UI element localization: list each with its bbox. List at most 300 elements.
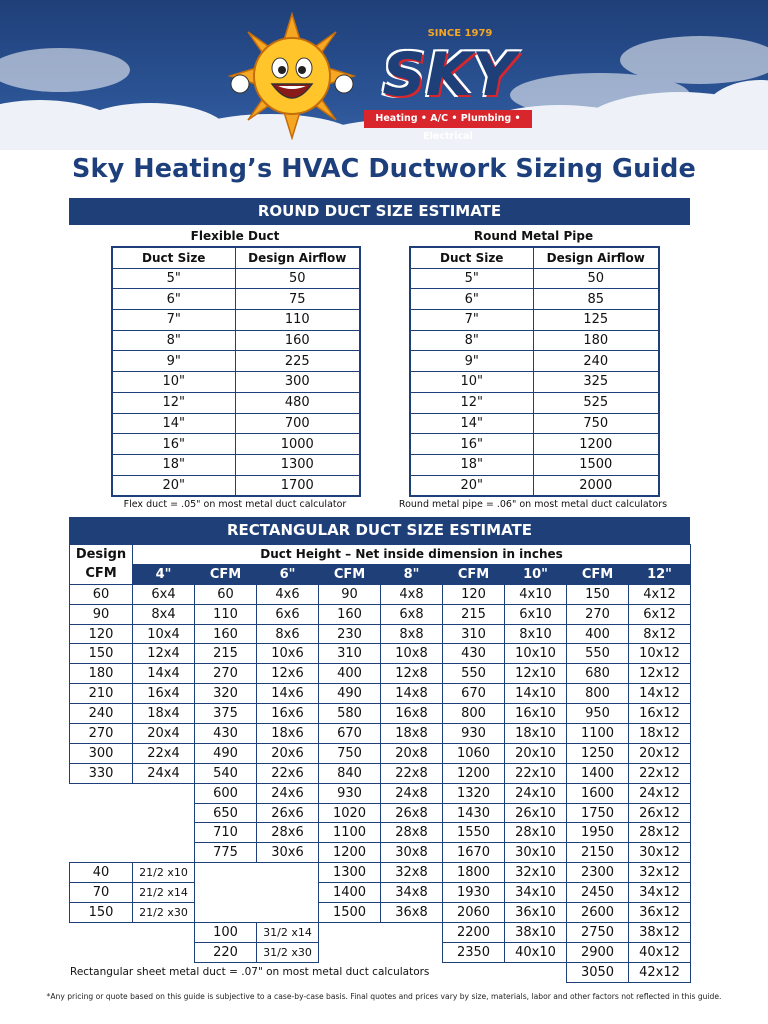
duct-size-cell: 40x12 [629, 942, 691, 962]
cfm-cell: 40 [70, 863, 133, 883]
duct-size-cell: 32x12 [629, 863, 691, 883]
empty-cell [319, 922, 381, 942]
cfm-cell: 180 [70, 664, 133, 684]
flex-duct-row [112, 372, 360, 393]
empty-cell [381, 922, 443, 942]
empty-cell [195, 863, 257, 883]
metal-pipe-row [410, 372, 659, 393]
duct-size-cell: 14x4 [133, 664, 195, 684]
duct-size-cell: 10x4 [133, 624, 195, 644]
table-row [70, 823, 691, 843]
cfm-cell: 1250 [567, 743, 629, 763]
duct-size-cell: 12x12 [629, 664, 691, 684]
cfm-cell: 670 [443, 684, 505, 704]
cfm-cell: 1750 [567, 803, 629, 823]
airflow-cell: 1000 [235, 434, 360, 455]
cfm-cell: 150 [70, 903, 133, 923]
airflow-cell: 700 [235, 413, 360, 434]
duct-size-cell: 26x12 [629, 803, 691, 823]
cfm-cell: 375 [195, 704, 257, 724]
metal-pipe-row [410, 475, 659, 496]
airflow-cell: 50 [235, 268, 360, 289]
metal-pipe-subtitle: Round Metal Pipe [473, 229, 594, 243]
duct-size-cell: 20x4 [133, 724, 195, 744]
table-row [70, 903, 691, 923]
empty-cell [443, 962, 505, 982]
duct-size-cell: 10" [410, 372, 533, 393]
duct-size-cell: 14x12 [629, 684, 691, 704]
cfm-cell: 650 [195, 803, 257, 823]
table-row [70, 584, 691, 604]
airflow-cell: 50 [533, 268, 659, 289]
cfm-cell: 90 [319, 584, 381, 604]
cfm-cell: 215 [195, 644, 257, 664]
duct-size-cell: 6x8 [381, 604, 443, 624]
page-title: Sky Heating’s HVAC Ductwork Sizing Guide [72, 154, 696, 184]
brand-logo: SKY [382, 40, 516, 110]
duct-size-cell: 12x6 [257, 664, 319, 684]
cfm-cell: 2350 [443, 942, 505, 962]
duct-size-cell: 6" [410, 289, 533, 310]
duct-size-cell: 30x8 [381, 843, 443, 863]
cfm-cell: 2150 [567, 843, 629, 863]
empty-cell [257, 863, 319, 883]
empty-cell [70, 823, 133, 843]
flex-duct-row [112, 330, 360, 351]
duct-size-cell: 16x10 [505, 704, 567, 724]
cfm-cell: 775 [195, 843, 257, 863]
cfm-cell: 160 [319, 604, 381, 624]
duct-size-cell: 18x8 [381, 724, 443, 744]
metal-pipe-row [410, 413, 659, 434]
duct-size-cell: 16x4 [133, 684, 195, 704]
cfm-cell: 1100 [567, 724, 629, 744]
duct-size-cell: 8x6 [257, 624, 319, 644]
cfm-cell: 490 [319, 684, 381, 704]
cfm-cell: 400 [567, 624, 629, 644]
cfm-cell: 2300 [567, 863, 629, 883]
cfm-cell: 2900 [567, 942, 629, 962]
table-row [70, 644, 691, 664]
duct-size-cell: 16" [112, 434, 235, 455]
cfm-cell: 90 [70, 604, 133, 624]
cfm-cell: 1200 [319, 843, 381, 863]
rect-duct-heading: RECTANGULAR DUCT SIZE ESTIMATE [69, 517, 690, 544]
duct-size-cell: 6" [112, 289, 235, 310]
duct-size-cell: 30x6 [257, 843, 319, 863]
duct-size-cell: 12" [112, 392, 235, 413]
metal-pipe-note: Round metal pipe = .06" on most metal duct calculators [398, 499, 668, 510]
airflow-cell: 525 [533, 392, 659, 413]
duct-size-cell: 4x6 [257, 584, 319, 604]
cfm-cell: 150 [70, 644, 133, 664]
flex-duct-subtitle: Flexible Duct [190, 229, 280, 243]
duct-size-cell: 24x4 [133, 763, 195, 783]
table-row [70, 664, 691, 684]
duct-size-cell: 32x10 [505, 863, 567, 883]
cfm-cell: 490 [195, 743, 257, 763]
duct-size-cell: 24x12 [629, 783, 691, 803]
duct-size-cell: 22x4 [133, 743, 195, 763]
cfm-cell: 1600 [567, 783, 629, 803]
empty-cell [70, 843, 133, 863]
duct-size-cell: 26x10 [505, 803, 567, 823]
empty-cell [70, 922, 133, 942]
cfm-cell: 930 [319, 783, 381, 803]
cfm-cell: 670 [319, 724, 381, 744]
empty-cell [133, 803, 195, 823]
empty-cell [133, 922, 195, 942]
cfm-cell: 60 [195, 584, 257, 604]
duct-size-cell: 16x8 [381, 704, 443, 724]
col-header-duct-size: Duct Size [112, 247, 235, 268]
rect-col-header: 6" [257, 564, 319, 584]
table-row [70, 743, 691, 763]
cfm-cell: 1930 [443, 883, 505, 903]
table-row [70, 863, 691, 883]
duct-size-cell: 34x12 [629, 883, 691, 903]
duct-size-cell: 36x10 [505, 903, 567, 923]
empty-cell [133, 942, 195, 962]
duct-size-cell: 24x6 [257, 783, 319, 803]
duct-size-cell: 30x12 [629, 843, 691, 863]
duct-size-cell: 20x12 [629, 743, 691, 763]
duct-size-cell: 16x6 [257, 704, 319, 724]
cfm-cell: 215 [443, 604, 505, 624]
rect-col-header: CFM [195, 564, 257, 584]
duct-size-cell: 8x10 [505, 624, 567, 644]
cfm-cell: 2600 [567, 903, 629, 923]
cfm-cell: 330 [70, 763, 133, 783]
duct-height-label: Duct Height – Net inside dimension in inches [133, 545, 691, 565]
cfm-cell: 2750 [567, 922, 629, 942]
brand-tagline: Heating • A/C • Plumbing • Electrical [364, 110, 532, 128]
duct-size-cell: 14" [112, 413, 235, 434]
flex-duct-row [112, 475, 360, 496]
cfm-cell: 430 [195, 724, 257, 744]
cfm-cell: 70 [70, 883, 133, 903]
duct-size-cell: 10" [112, 372, 235, 393]
flex-duct-row [112, 454, 360, 475]
table-row [70, 803, 691, 823]
rect-col-header: CFM [319, 564, 381, 584]
empty-cell [70, 942, 133, 962]
airflow-cell: 1300 [235, 454, 360, 475]
duct-size-cell: 26x8 [381, 803, 443, 823]
cfm-cell: 310 [319, 644, 381, 664]
duct-size-cell: 36x8 [381, 903, 443, 923]
flex-duct-row [112, 268, 360, 289]
duct-size-cell: 28x8 [381, 823, 443, 843]
duct-size-cell: 14x8 [381, 684, 443, 704]
duct-size-cell: 20" [410, 475, 533, 496]
duct-size-cell: 12x4 [133, 644, 195, 664]
metal-pipe-row [410, 434, 659, 455]
rect-col-header: CFM [443, 564, 505, 584]
rect-col-header: 8" [381, 564, 443, 584]
rect-col-header: 12" [629, 564, 691, 584]
empty-cell [195, 883, 257, 903]
flex-duct-note: Flex duct = .05" on most metal duct calculator [123, 499, 347, 510]
duct-size-cell: 5" [112, 268, 235, 289]
rect-col-header: CFM [567, 564, 629, 584]
cfm-cell: 210 [70, 684, 133, 704]
cfm-cell: 540 [195, 763, 257, 783]
cfm-cell: 550 [567, 644, 629, 664]
metal-pipe-row [410, 392, 659, 413]
duct-size-cell: 14x10 [505, 684, 567, 704]
table-row [70, 604, 691, 624]
flex-duct-row [112, 351, 360, 372]
duct-size-cell: 30x10 [505, 843, 567, 863]
cfm-cell: 270 [195, 664, 257, 684]
duct-size-cell: 4x8 [381, 584, 443, 604]
duct-size-cell: 18" [112, 454, 235, 475]
col-header-design-airflow: Design Airflow [235, 247, 360, 268]
flex-duct-table [111, 246, 361, 497]
duct-size-cell: 7" [410, 310, 533, 331]
cfm-cell: 270 [567, 604, 629, 624]
airflow-cell: 110 [235, 310, 360, 331]
airflow-cell: 75 [235, 289, 360, 310]
duct-size-cell: 24x8 [381, 783, 443, 803]
cfm-cell: 1400 [319, 883, 381, 903]
duct-size-cell: 18x10 [505, 724, 567, 744]
empty-cell [381, 942, 443, 962]
duct-size-cell: 4x10 [505, 584, 567, 604]
table-row [70, 942, 691, 962]
duct-size-cell: 8" [410, 330, 533, 351]
duct-size-cell: 6x10 [505, 604, 567, 624]
table-row [70, 783, 691, 803]
metal-pipe-row [410, 268, 659, 289]
empty-cell [505, 962, 567, 982]
empty-cell [70, 803, 133, 823]
metal-pipe-row [410, 454, 659, 475]
flex-duct-row [112, 392, 360, 413]
duct-size-cell: 20x8 [381, 743, 443, 763]
airflow-cell: 1700 [235, 475, 360, 496]
cfm-cell: 1500 [319, 903, 381, 923]
duct-size-cell: 18x6 [257, 724, 319, 744]
duct-size-cell: 14x6 [257, 684, 319, 704]
duct-size-cell: 8x4 [133, 604, 195, 624]
duct-size-cell: 38x10 [505, 922, 567, 942]
duct-size-cell: 38x12 [629, 922, 691, 942]
duct-size-cell: 42x12 [629, 962, 691, 982]
duct-size-cell: 10x12 [629, 644, 691, 664]
cfm-cell: 750 [319, 743, 381, 763]
duct-size-cell: 9" [112, 351, 235, 372]
duct-size-cell: 20x10 [505, 743, 567, 763]
duct-size-cell: 18x4 [133, 704, 195, 724]
cfm-cell: 930 [443, 724, 505, 744]
duct-size-cell: 18" [410, 454, 533, 475]
cfm-cell: 1320 [443, 783, 505, 803]
table-row [70, 922, 691, 942]
airflow-cell: 2000 [533, 475, 659, 496]
duct-size-cell: 10x10 [505, 644, 567, 664]
duct-size-cell: 34x10 [505, 883, 567, 903]
duct-size-cell: 5" [410, 268, 533, 289]
cfm-cell: 1100 [319, 823, 381, 843]
duct-size-cell: 28x12 [629, 823, 691, 843]
duct-size-cell: 12x8 [381, 664, 443, 684]
cfm-cell: 1020 [319, 803, 381, 823]
duct-size-cell: 9" [410, 351, 533, 372]
empty-cell [195, 903, 257, 923]
duct-size-cell: 36x12 [629, 903, 691, 923]
duct-size-cell: 22x6 [257, 763, 319, 783]
table-row [70, 883, 691, 903]
duct-size-cell: 6x12 [629, 604, 691, 624]
duct-size-cell: 22x8 [381, 763, 443, 783]
rect-note: Rectangular sheet metal duct = .07" on most metal duct calculators [70, 966, 430, 978]
duct-size-cell: 12x10 [505, 664, 567, 684]
airflow-cell: 85 [533, 289, 659, 310]
cfm-cell: 3050 [567, 962, 629, 982]
duct-size-cell: 20x6 [257, 743, 319, 763]
cfm-cell: 120 [70, 624, 133, 644]
design-cfm-header: Design CFM [70, 545, 133, 585]
cfm-cell: 800 [443, 704, 505, 724]
airflow-cell: 125 [533, 310, 659, 331]
table-row [70, 624, 691, 644]
duct-size-cell: 28x10 [505, 823, 567, 843]
cfm-cell: 600 [195, 783, 257, 803]
cfm-cell: 160 [195, 624, 257, 644]
cfm-cell: 300 [70, 743, 133, 763]
cfm-cell: 310 [443, 624, 505, 644]
airflow-cell: 180 [533, 330, 659, 351]
cfm-cell: 1300 [319, 863, 381, 883]
cfm-cell: 110 [195, 604, 257, 624]
cfm-cell: 2200 [443, 922, 505, 942]
duct-size-cell: 32x8 [381, 863, 443, 883]
duct-size-cell: 6x4 [133, 584, 195, 604]
header-banner [0, 0, 768, 150]
rect-col-header: 4" [133, 564, 195, 584]
cfm-cell: 430 [443, 644, 505, 664]
cfm-cell: 1670 [443, 843, 505, 863]
duct-size-cell: 28x6 [257, 823, 319, 843]
duct-size-cell: 31/2 x30 [257, 942, 319, 962]
rect-duct-table [69, 544, 691, 983]
airflow-cell: 1200 [533, 434, 659, 455]
cfm-cell: 800 [567, 684, 629, 704]
airflow-cell: 240 [533, 351, 659, 372]
cfm-cell: 1430 [443, 803, 505, 823]
footer-disclaimer: *Any pricing or quote based on this guide is subjective to a case-by-case basis. Final quotes and prices vary by size, materials, labor and other factors not reflected in this guide. [46, 992, 722, 1001]
cfm-cell: 400 [319, 664, 381, 684]
cfm-cell: 580 [319, 704, 381, 724]
empty-cell [133, 823, 195, 843]
flex-duct-row [112, 434, 360, 455]
duct-size-cell: 31/2 x14 [257, 922, 319, 942]
duct-size-cell: 4x12 [629, 584, 691, 604]
sun-mascot-icon [228, 12, 356, 140]
airflow-cell: 325 [533, 372, 659, 393]
cfm-cell: 150 [567, 584, 629, 604]
cfm-cell: 680 [567, 664, 629, 684]
duct-size-cell: 21/2 x14 [133, 883, 195, 903]
airflow-cell: 480 [235, 392, 360, 413]
cfm-cell: 840 [319, 763, 381, 783]
empty-cell [70, 783, 133, 803]
duct-size-cell: 7" [112, 310, 235, 331]
metal-pipe-row [410, 351, 659, 372]
cfm-cell: 60 [70, 584, 133, 604]
flex-duct-row [112, 289, 360, 310]
airflow-cell: 1500 [533, 454, 659, 475]
table-row [70, 684, 691, 704]
duct-size-cell: 20" [112, 475, 235, 496]
rect-col-header: 10" [505, 564, 567, 584]
col-header-duct-size: Duct Size [410, 247, 533, 268]
duct-size-cell: 16" [410, 434, 533, 455]
cfm-cell: 320 [195, 684, 257, 704]
duct-size-cell: 22x10 [505, 763, 567, 783]
duct-size-cell: 26x6 [257, 803, 319, 823]
cfm-cell: 100 [195, 922, 257, 942]
cfm-cell: 240 [70, 704, 133, 724]
airflow-cell: 225 [235, 351, 360, 372]
duct-size-cell: 10x6 [257, 644, 319, 664]
duct-size-cell: 12" [410, 392, 533, 413]
cfm-cell: 270 [70, 724, 133, 744]
cfm-cell: 1400 [567, 763, 629, 783]
metal-pipe-table [409, 246, 660, 497]
metal-pipe-row [410, 289, 659, 310]
flex-duct-row [112, 413, 360, 434]
col-header-design-airflow: Design Airflow [533, 247, 659, 268]
duct-size-cell: 8" [112, 330, 235, 351]
airflow-cell: 300 [235, 372, 360, 393]
metal-pipe-row [410, 330, 659, 351]
duct-size-cell: 21/2 x10 [133, 863, 195, 883]
round-duct-heading: ROUND DUCT SIZE ESTIMATE [69, 198, 690, 225]
cfm-cell: 220 [195, 942, 257, 962]
duct-size-cell: 8x12 [629, 624, 691, 644]
cfm-cell: 710 [195, 823, 257, 843]
cfm-cell: 950 [567, 704, 629, 724]
cfm-cell: 1060 [443, 743, 505, 763]
table-row [70, 704, 691, 724]
empty-cell [133, 843, 195, 863]
duct-size-cell: 40x10 [505, 942, 567, 962]
cfm-cell: 120 [443, 584, 505, 604]
cfm-cell: 1200 [443, 763, 505, 783]
duct-size-cell: 18x12 [629, 724, 691, 744]
flex-duct-row [112, 310, 360, 331]
table-row [70, 843, 691, 863]
duct-size-cell: 34x8 [381, 883, 443, 903]
duct-size-cell: 21/2 x30 [133, 903, 195, 923]
duct-size-cell: 16x12 [629, 704, 691, 724]
cfm-cell: 550 [443, 664, 505, 684]
duct-size-cell: 14" [410, 413, 533, 434]
empty-cell [133, 783, 195, 803]
duct-size-cell: 8x8 [381, 624, 443, 644]
cfm-cell: 1550 [443, 823, 505, 843]
airflow-cell: 160 [235, 330, 360, 351]
cfm-cell: 2060 [443, 903, 505, 923]
metal-pipe-row [410, 310, 659, 331]
table-row [70, 763, 691, 783]
duct-size-cell: 24x10 [505, 783, 567, 803]
table-row [70, 724, 691, 744]
cfm-cell: 2450 [567, 883, 629, 903]
